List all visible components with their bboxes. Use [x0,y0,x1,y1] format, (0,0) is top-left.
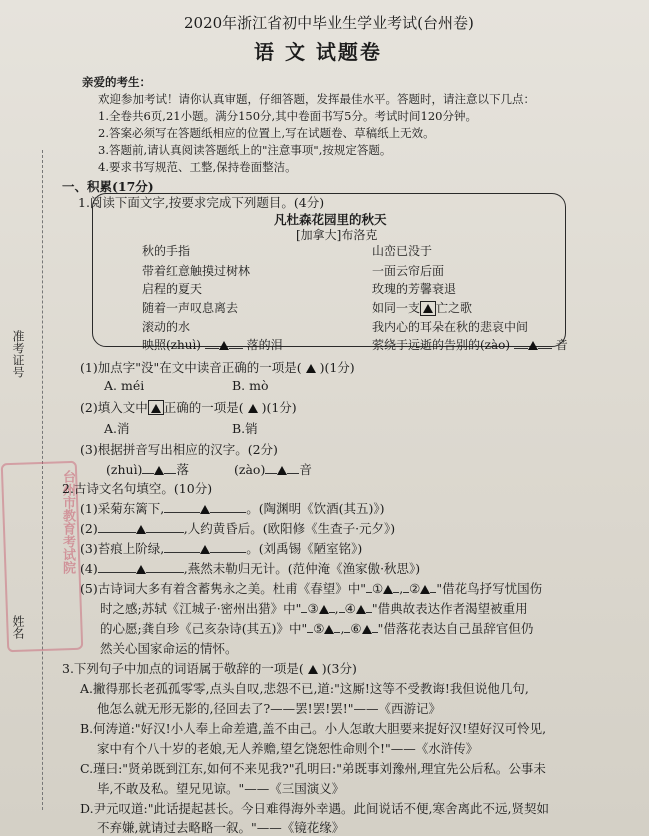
question-text: ,燕然未勒归无计。(范仲淹《渔家傲·秋思》) [183,561,421,576]
answer-blank-icon [277,466,287,475]
poem-right-line-2: 一面云帘后面 [372,264,445,278]
q2-line-3 [80,539,362,557]
q2-line-1 [80,499,384,517]
fill-box [420,301,436,316]
poem-left-line-3: 启程的夏天 [142,282,203,296]
answer-blank-icon [219,341,229,350]
character: 音 [299,462,312,477]
question-text: "借花鸟抒写忧国伤 [436,581,543,596]
notice-item-1: 1.全卷共6页,21小题。满分150分,其中卷面书写5分。考试时间120分钟。 [98,109,477,123]
q1-part3-blank-b [234,460,312,478]
q1-part2-option-a: A.消 [104,421,130,436]
answer-blank-icon [423,304,433,313]
question-text: )(3分) [321,661,357,676]
answer-blank-icon [528,341,538,350]
answer-blank-icon [151,404,161,413]
question-text: "借典故表达作者渴望被重用 [371,601,528,616]
name-label: 姓名 [11,615,25,639]
q3-option-c-line1: C.瑾曰:"贤弟既到江东,如何不来见我?"孔明曰:"弟既事刘豫州,理宜先公后私。公事未 [80,761,546,776]
paper-subtitle: 语 文 试题卷 [254,40,382,64]
q3-option-a-line2: 他怎么就无形无影的,径回去了?——罢!罢!罢!"——《西游记》 [97,701,441,716]
answer-blank-icon [154,466,164,475]
q2-line-5d: 然关心国家命运的情怀。 [100,641,238,656]
exam-title: 2020年浙江省初中毕业生学业考试(台州卷) [184,14,474,32]
question-text: (1)加点字"没"在文中读音正确的一项是( [80,360,302,375]
poem-right-line-6 [372,336,568,353]
poem-author: [加拿大]布洛克 [296,228,378,242]
q1-part3-blank-a [106,460,189,478]
answer-blank-icon [420,585,430,594]
q3-stem [62,659,357,677]
poem-right-line-4 [372,299,472,316]
pinyin: (zào) [234,462,266,477]
answer-blank-icon [356,605,366,614]
question-text: 时之感;苏轼《江城子·密州出猎》中" [100,601,302,616]
q2-line-2 [80,519,395,537]
blank-number: ③ [307,601,319,616]
poem-text: 落的泪 [246,338,283,352]
q2-line-4 [80,559,420,577]
blank-number: ⑤ [313,621,325,636]
answer-blank-icon [319,605,329,614]
notice-item-4: 4.要求书写规范、工整,保持卷面整洁。 [98,160,297,174]
fill-box [148,400,164,415]
answer-blank-icon [362,625,372,634]
question-text: 。(陶渊明《饮酒(其五)》) [246,501,385,516]
question-text: 正确的一项是( [163,400,244,415]
poem-left-line-5: 滚动的水 [142,320,191,334]
notice-item-3: 3.答题前,请认真阅读答题纸上的"注意事项",按规定答题。 [98,143,392,157]
question-text: (2)填入文中 [80,400,148,415]
exam-id-label: 准考证号 [11,330,25,378]
q3-option-d-line2: 不弃嫌,就请过去略略一叙。"——《镜花缘》 [97,820,345,835]
q2-line-5c: 的心愿;龚自珍《己亥杂诗(其五)》中" ⑤ , ⑥ "借落花表达自己虽辞官但仍 [100,621,534,636]
poem-left-line-6 [142,336,283,353]
answer-blank-icon [308,665,318,674]
question-text: "借落花表达自己虽辞官但仍 [377,621,534,636]
blank-number: ② [409,581,421,596]
q3-option-b-line2: 家中有个八十岁的老娘,无人养赡,望乞饶恕性命则个!"——《水浒传》 [97,741,479,756]
stamp-text: 台州市教育考试院 [60,470,75,574]
question-text: 。(刘禹锡《陋室铭》) [246,541,363,556]
question-text: (1)采菊东篱下, [80,501,165,516]
blank-number: ① [371,581,384,596]
poem-text: 如同一支 [372,301,421,315]
poem-right-line-1: 山峦已没于 [372,244,433,258]
answer-blank-icon [248,404,258,413]
q2-line-5a: (5)古诗词大多有着含蓄隽永之美。杜甫《春望》中" ① , ② "借花鸟抒写忧国伤 [80,581,543,596]
q1-part2 [80,398,297,416]
q1-part1-option-a: A. méi [104,378,145,393]
pinyin: (zhuì) [106,462,143,477]
poem-left-line-2: 带着红意触摸过树林 [142,264,251,278]
question-text: (5)古诗词大多有着含蓄隽永之美。杜甫《春望》中" [80,581,366,596]
answer-blank-icon [324,625,334,634]
answer-blank-icon [200,545,210,554]
poem-left-line-4: 随着一声叹息离去 [142,301,239,315]
q1-stem: 1.阅读下面文字,按要求完成下列题目。(4分) [78,195,325,210]
character: 落 [176,462,189,477]
question-text: ,人约黄昏后。(欧阳修《生查子·元夕》) [183,521,396,536]
q3-option-b-line1: B.何涛道:"好汉!小人奉上命差遣,盖不由己。小人怎敢大胆要来捉好汉!望好汉可怜见, [80,721,547,736]
answer-blank-icon [136,565,146,574]
answer-blank-icon [136,525,146,534]
q2-line-5b: 时之感;苏轼《江城子·密州出猎》中" ③ , ④ "借典故表达作者渴望被重用 [100,601,528,616]
question-text: )(1分) [319,360,355,375]
poem-text: 萦绕于远逝的告别的(zào) [372,338,511,352]
answer-blank-icon [306,364,316,373]
q1-part2-option-b: B.销 [232,421,258,436]
poem-text: 映照(zhuì) [142,338,201,352]
question-text: 的心愿;龚自珍《己亥杂诗(其五)》中" [100,621,308,636]
q1-part3: (3)根据拼音写出相应的汉字。(2分) [80,442,278,457]
blank-number: ④ [344,601,356,616]
section-title: 一、积累(17分) [62,179,154,194]
question-text: (4) [80,561,98,576]
answer-blank-icon [383,585,393,594]
notice-item-2: 2.答案必须写在答题纸相应的位置上,写在试题卷、草稿纸上无效。 [98,126,435,140]
q3-option-a-line1: A.撇得那长老孤孤零零,点头自叹,悲怨不已,道:"这厮!这等不受教诲!我但说他几句, [80,681,529,696]
q3-option-c-line2: 毕,不敢及私。望兄见谅。"——《三国演义》 [97,781,345,796]
poem-left-line-1: 秋的手指 [142,244,191,258]
q1-part1 [80,358,355,376]
poem-right-line-5: 我内心的耳朵在秋的悲哀中间 [372,320,529,334]
blank-number: ⑥ [350,621,362,636]
poem-text: 亡之歌 [436,301,473,315]
q2-stem: 2.古诗文名句填空。(10分) [62,481,213,496]
q1-part1-option-b: B. mò [232,378,269,393]
poem-text: 音 [555,338,568,352]
poem-title: 凡杜森花园里的秋天 [274,212,387,227]
q3-option-d-line1: D.尹元叹道:"此话提起甚长。今日难得海外幸遇。此间说话不便,寒舍离此不远,贤契如 [80,801,549,816]
question-text: (3)苔痕上阶绿, [80,541,165,556]
notice-heading: 亲爱的考生： [82,75,151,89]
poem-right-line-3: 玫瑰的芳馨衰退 [372,282,457,296]
question-text: 3.下列句子中加点的词语属于敬辞的一项是( [62,661,304,676]
notice-intro: 欢迎参加考试！请你认真审题，仔细答题，发挥最佳水平。答题时，请注意以下几点： [98,92,535,106]
question-text: )(1分) [261,400,297,415]
answer-blank-icon [200,505,210,514]
question-text: (2) [80,521,98,536]
